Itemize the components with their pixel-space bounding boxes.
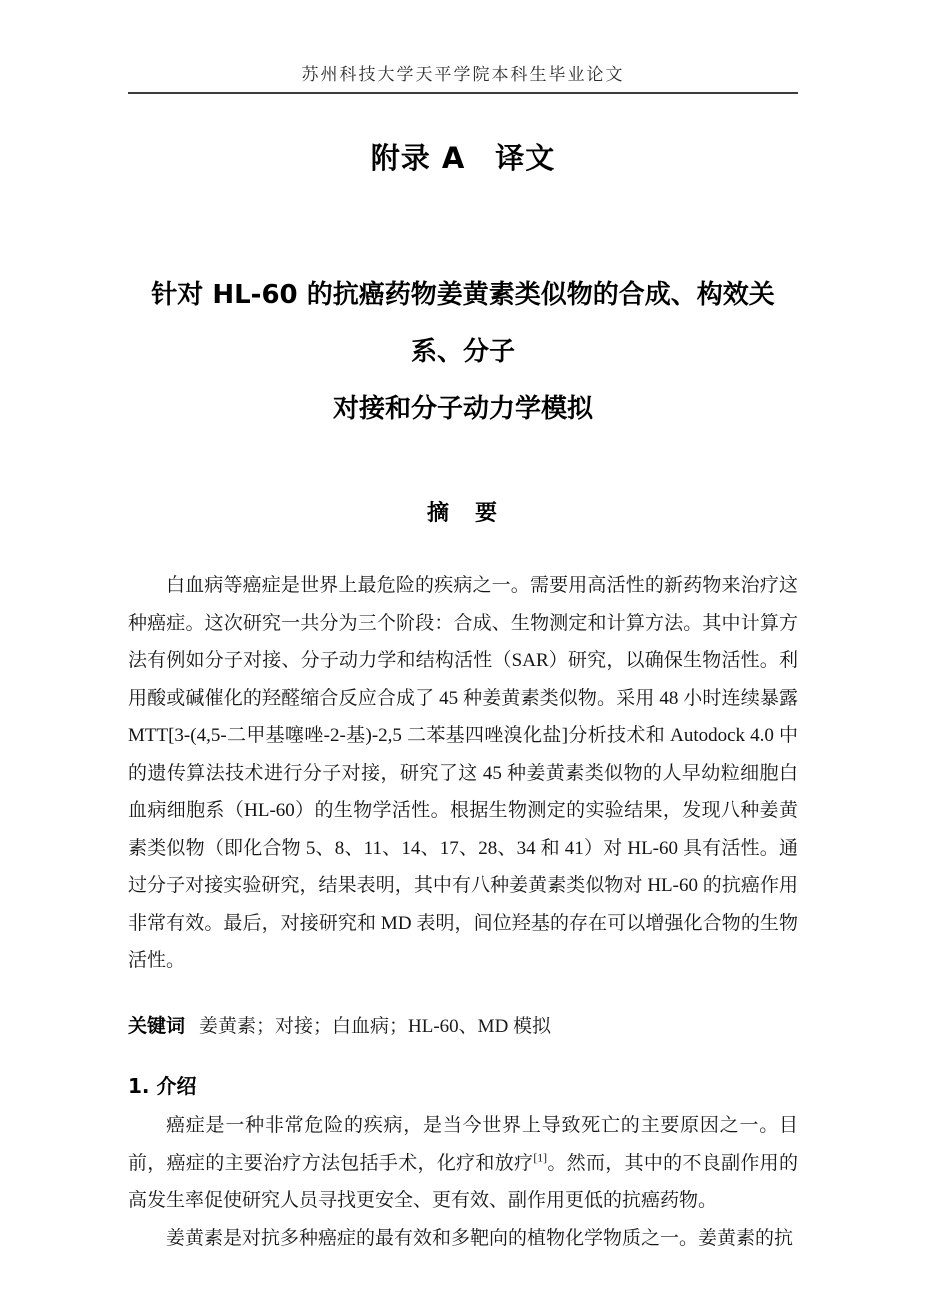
- intro-paragraph-1-text: 癌症是一种非常危险的疾病，是当今世界上导致死亡的主要原因之一。目前，癌症的主要治疗方法包括手术，化疗和放疗: [128, 1115, 798, 1174]
- section-1-heading: 1. 介绍: [128, 1074, 197, 1098]
- keywords-text: 姜黄素；对接；白血病；HL-60、MD 模拟: [199, 1015, 552, 1037]
- intro-paragraph-2: 姜黄素是对抗多种癌症的最有效和多靶向的植物化学物质之一。姜黄素的抗: [166, 1227, 794, 1249]
- intro-paragraph-1: [128, 1107, 798, 1220]
- article-title-line-2: 对接和分子动力学模拟: [332, 394, 593, 424]
- abstract-heading: 摘 要: [426, 501, 499, 526]
- appendix-heading: 附录 A 译文: [370, 141, 556, 175]
- intro-paragraph-1-text-after: 。然而，其中的不良副作用的高发生率促使研究人员寻找更安全、更有效、副作用更低的抗癌药物。: [128, 1152, 798, 1211]
- article-title-line-1: 针对 HL-60 的抗癌药物姜黄素类似物的合成、构效关系、分子: [151, 280, 775, 367]
- keywords-line: [128, 1008, 798, 1046]
- abstract-paragraph: 白血病等癌症是世界上最危险的疾病之一。需要用高活性的新药物来治疗这种癌症。这次研究一共分为三个阶段：合成、生物测定和计算方法。其中计算方法有例如分子对接、分子动力学和结构活性（SAR）研究，以确保生物活性。利用酸或碱催化的羟醛缩合反应合成了 45 种姜黄素类似物。采用 48 小时连续暴露 MTT[3-(4,5-二甲基噻唑-2-基)-2,5 二苯基四唑溴化盐]分析技术和 Autodock 4.0 中的遗传算法技术进行分子对接，研究了这 45 种姜黄素类似物的人早幼粒细胞白血病细胞系（HL-60）的生物学活性。根据生物测定的实验结果，发现八种姜黄素类似物（即化合物 5、8、11、14、17、28、34 和 41）对 HL-60 具有活性。通过分子对接实验研究，结果表明，其中有八种姜黄素类似物对 HL-60 的抗癌作用非常有效。最后，对接研究和 MD 表明，间位羟基的存在可以增强化合物的生物活性。: [128, 575, 798, 971]
- citation-1-superscript: [1]: [533, 1151, 548, 1165]
- article-title: [128, 267, 798, 438]
- keywords-label: 关键词: [128, 1014, 186, 1037]
- page-content: [128, 0, 798, 1257]
- running-header: 苏州科技大学天平学院本科生毕业论文: [128, 60, 798, 94]
